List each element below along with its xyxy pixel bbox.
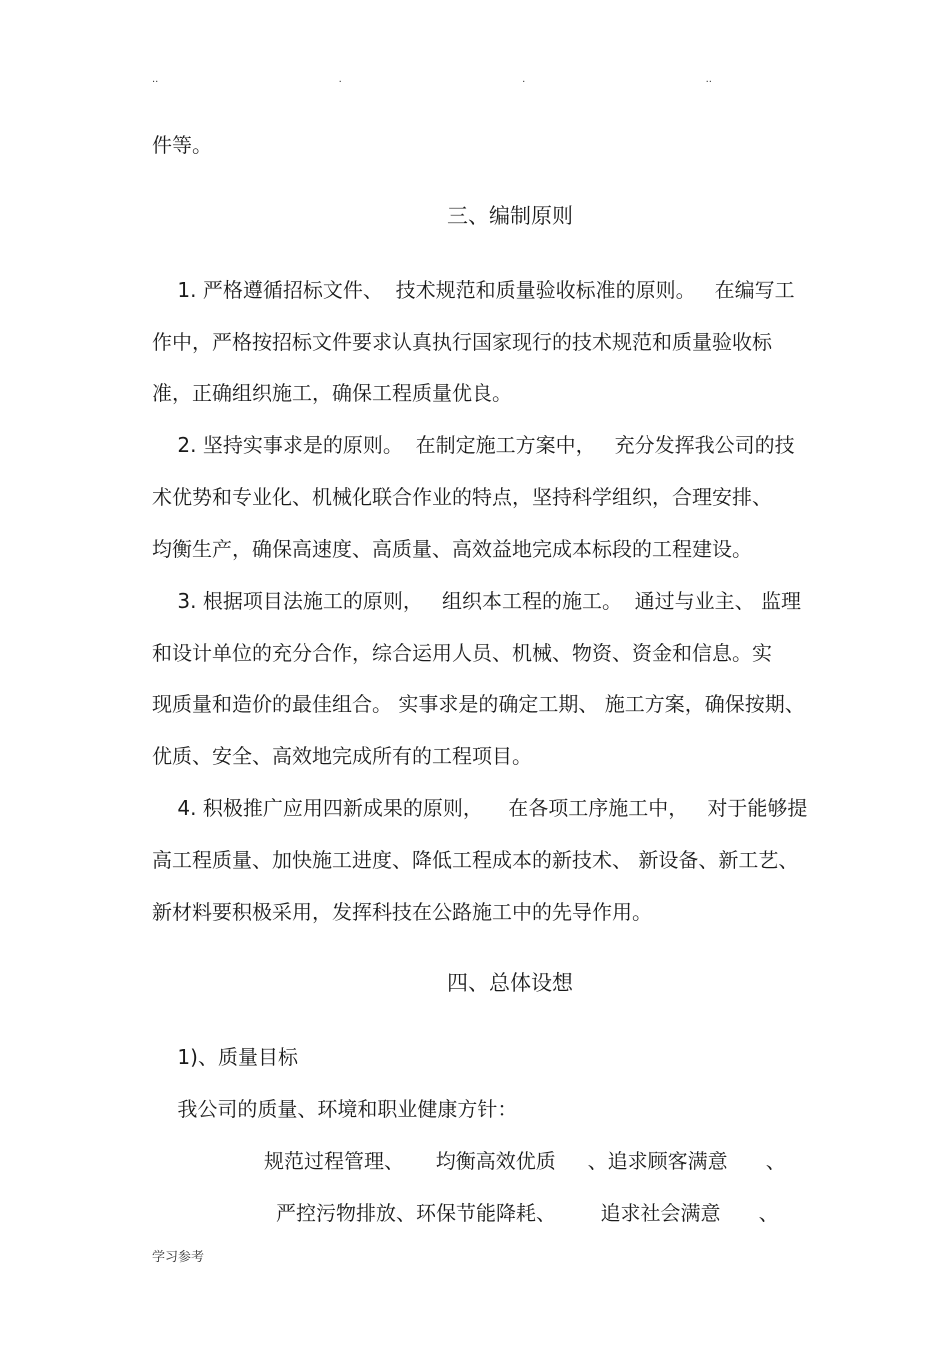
text-line: 件等。 bbox=[152, 133, 212, 157]
text-line: 均衡生产，确保高速度、高质量、高效益地完成本标段的工程建设。 bbox=[152, 537, 752, 561]
header-dots bbox=[152, 74, 712, 85]
text-line: 3. 根据项目法施工的原则， 组织本工程的施工。 通过与业主、 监理 bbox=[152, 589, 802, 613]
section-heading-4: 四、总体设想 bbox=[447, 971, 573, 995]
text-line: 2. 坚持实事求是的原则。 在制定施工方案中， 充分发挥我公司的技 bbox=[152, 433, 795, 457]
text-line: 准，正确组织施工，确保工程质量优良。 bbox=[152, 381, 512, 405]
footer-label: 学习参考 bbox=[152, 1250, 205, 1265]
header-dot: . bbox=[338, 74, 342, 85]
policy-line: 规范过程管理、 均衡高效优质 、追求顾客满意 、 bbox=[264, 1149, 786, 1173]
header-dot: .. bbox=[705, 74, 712, 85]
header-dot: . bbox=[522, 74, 526, 85]
text-line: 现质量和造价的最佳组合。 实事求是的确定工期、 施工方案，确保按期、 bbox=[152, 692, 805, 716]
text-line: 我公司的质量、环境和职业健康方针： bbox=[152, 1097, 518, 1121]
text-line: 作中，严格按招标文件要求认真执行国家现行的技术规范和质量验收标 bbox=[152, 330, 772, 354]
subheading: 1)、质量目标 bbox=[152, 1045, 298, 1069]
text-line: 高工程质量、加快施工进度、降低工程成本的新技术、 新设备、新工艺、 bbox=[152, 848, 799, 872]
header-dot: .. bbox=[152, 74, 159, 85]
text-line: 4. 积极推广应用四新成果的原则， 在各项工序施工中， 对于能够提 bbox=[152, 796, 808, 820]
text-line: 1. 严格遵循招标文件、 技术规范和质量验收标准的原则。 在编写工 bbox=[152, 278, 795, 302]
text-line: 术优势和专业化、机械化联合作业的特点，坚持科学组织，合理安排、 bbox=[152, 485, 772, 509]
text-line: 新材料要积极采用，发挥科技在公路施工中的先导作用。 bbox=[152, 900, 652, 924]
section-heading-3: 三、编制原则 bbox=[447, 204, 573, 228]
text-line: 和设计单位的充分合作，综合运用人员、机械、物资、资金和信息。实 bbox=[152, 641, 772, 665]
text-line: 优质、安全、高效地完成所有的工程项目。 bbox=[152, 744, 532, 768]
policy-line: 严控污物排放、环保节能降耗、 追求社会满意 、 bbox=[276, 1201, 779, 1225]
